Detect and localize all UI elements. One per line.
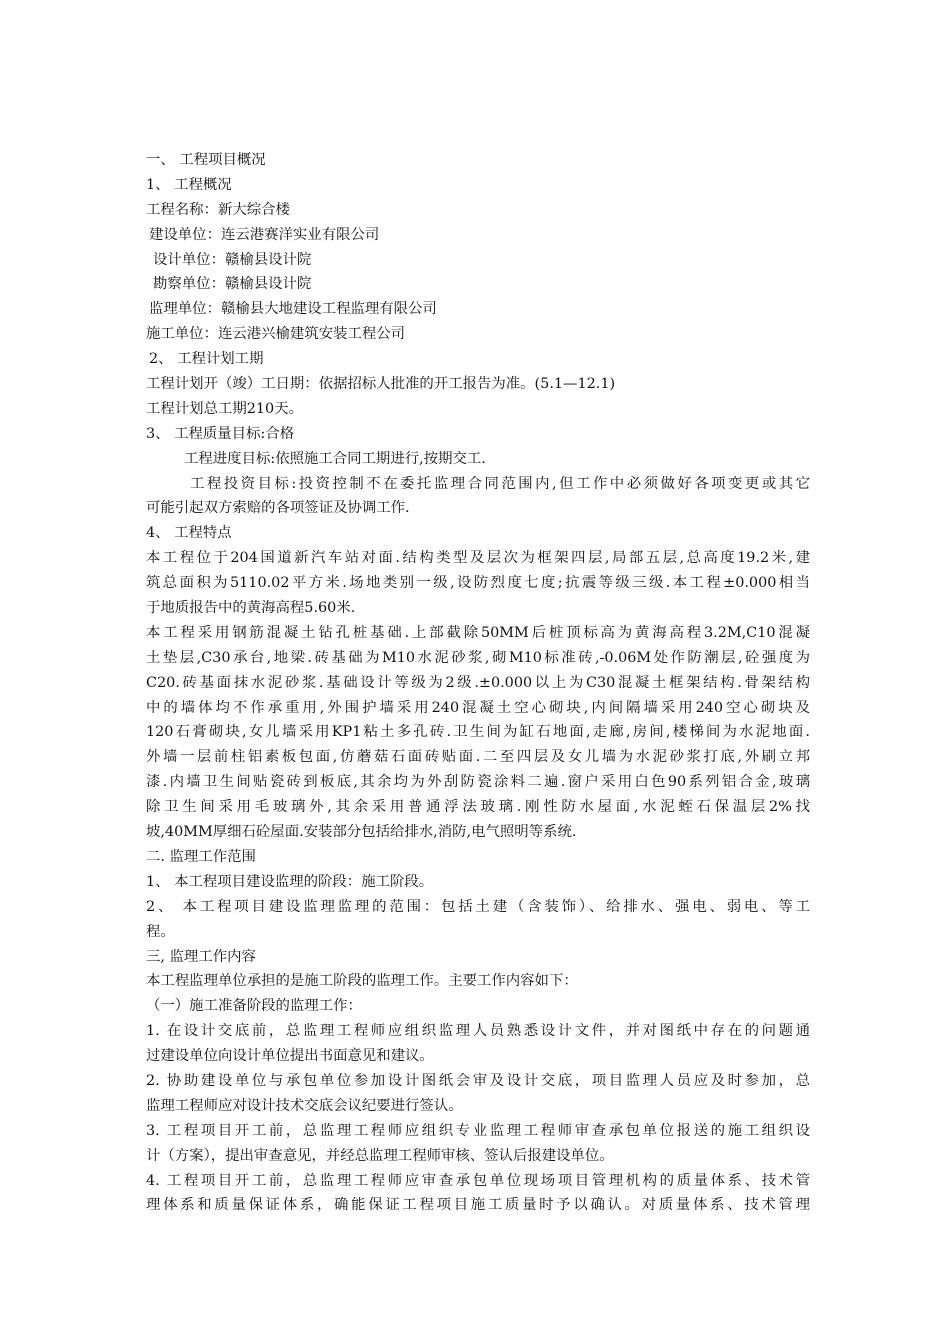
features-paragraph-2-line-2: 土垫层,C30承台,地梁.砖基础为M10水泥砂浆,砌M10标准砖,-0.06M处作防潮层,砼强度为 — [146, 649, 810, 666]
features-paragraph-2-line-3: C20.砖基面抹水泥砂浆.基础设计等级为2级.±0.000以上为C30混凝土框架结构.骨架结构 — [146, 674, 810, 691]
owner-unit-line: 建设单位：连云港赛洋实业有限公司 — [149, 226, 380, 243]
features-paragraph-2-line-9: 坡,40MM厚细石砼屋面.安装部分包括给排水,消防,电气照明等系统. — [146, 824, 577, 841]
design-unit-line: 设计单位：赣榆县设计院 — [153, 251, 312, 268]
prep-item-4-line-2: 理体系和质量保证体系，确能保证工程项目施工质量时予以确认。对质量体系、技术管理 — [146, 1197, 810, 1214]
heading-section-1: 一、 工程项目概况 — [146, 152, 266, 168]
prep-item-1-line-1: 1. 在设计交底前，总监理工程师应组织监理人员熟悉设计文件，并对图纸中存在的问题通 — [146, 1023, 810, 1040]
schedule-dates-line: 工程计划开（竣）工日期：依据招标人批准的开工报告为准。(5.1—12.1) — [146, 376, 616, 393]
features-paragraph-1-line-1: 本工程位于204国道新汽车站对面.结构类型及层次为框架四层,局部五层,总高度19.2米,建 — [146, 550, 810, 567]
subheading-project-overview: 1、 工程概况 — [146, 176, 232, 193]
features-paragraph-2-line-7: 漆.内墙卫生间贴瓷砖到板底,其余均为外刮防瓷涂料二遍.窗户采用白色90系列铝合金,玻璃 — [146, 774, 810, 791]
features-paragraph-1-line-2: 筑总面积为5110.02平方米.场地类别一级,设防烈度七度;抗震等级三级.本工程±0.000相当 — [146, 575, 810, 592]
features-paragraph-2-line-8: 除卫生间采用毛玻璃外,其余采用普通浮法玻璃.刚性防水屋面,水泥蛭石保温层2%找 — [146, 799, 810, 816]
prep-item-3-line-2: 计（方案），提出审查意见，并经总监理工程师审核、签认后报建设单位。 — [146, 1147, 614, 1164]
subheading-preparation-stage: （一）施工准备阶段的监理工作： — [146, 998, 362, 1015]
work-content-intro: 本工程监理单位承担的是施工阶段的监理工作。主要工作内容如下： — [146, 973, 578, 990]
schedule-duration-line: 工程计划总工期210天。 — [146, 400, 303, 417]
subheading-quality-target: 3、 工程质量目标:合格 — [146, 425, 295, 442]
construction-unit-line: 施工单位：连云港兴榆建筑安装工程公司 — [146, 326, 406, 343]
heading-section-2: 二. 监理工作范围 — [146, 848, 256, 865]
heading-section-3: 三, 监理工作内容 — [146, 948, 256, 965]
subheading-schedule: 2、 工程计划工期 — [149, 351, 264, 368]
features-paragraph-2-line-6: 外墙一层前柱铝素板包面,仿蘑菇石面砖贴面.二至四层及女儿墙为水泥砂浆打底,外刷立邦 — [146, 749, 810, 766]
progress-target-line: 工程进度目标:依照施工合同工期进行,按期交工. — [184, 450, 486, 467]
investment-target-line-2: 可能引起双方索赔的各项签证及协调工作. — [146, 500, 410, 517]
prep-item-3-line-1: 3. 工程项目开工前，总监理工程师应组织专业监理工程师审查承包单位报送的施工组织设 — [146, 1122, 810, 1139]
features-paragraph-2-line-1: 本工程采用钢筋混凝土钻孔桩基础.上部截除50MM后桩顶标高为黄海高程3.2M,C10混凝 — [146, 624, 810, 641]
prep-item-4-line-1: 4. 工程项目开工前，总监理工程师应审查承包单位现场项目管理机构的质量体系、技术管 — [146, 1172, 810, 1189]
investment-target-line: 工程投资目标:投资控制不在委托监理合同范围内,但工作中必须做好各项变更或其它 — [190, 475, 810, 492]
scope-item-1: 1、 本工程项目建设监理的阶段：施工阶段。 — [146, 873, 434, 890]
features-paragraph-2-line-5: 120石膏砌块,女儿墙采用KP1粘土多孔砖.卫生间为缸石地面,走廊,房间,楼梯间为水泥地面. — [146, 724, 810, 741]
subheading-features: 4、 工程特点 — [146, 525, 232, 542]
features-paragraph-1-line-3: 于地质报告中的黄海高程5.60米. — [146, 600, 356, 617]
prep-item-2-line-1: 2. 协助建设单位与承包单位参加设计图纸会审及设计交底，项目监理人员应及时参加，总 — [146, 1072, 810, 1089]
features-paragraph-2-line-4: 中的墙体均不作承重用,外围护墙采用240混凝土空心砌块,内间隔墙采用240空心砌块及 — [146, 699, 810, 716]
prep-item-2-line-2: 监理工程师应对设计技术交底会议纪要进行签认。 — [146, 1097, 463, 1114]
document-page — [146, 148, 810, 1218]
project-name-line: 工程名称：新大综合楼 — [146, 201, 290, 218]
scope-item-2-line-2: 程。 — [146, 923, 175, 940]
prep-item-1-line-2: 过建设单位向设计单位提出书面意见和建议。 — [146, 1048, 434, 1065]
survey-unit-line: 勘察单位：赣榆县设计院 — [153, 276, 312, 293]
scope-item-2-line-1: 2、 本工程项目建设监理监理的范围：包括土建（含装饰）、给排水、强电、弱电、等工 — [146, 898, 810, 915]
supervision-unit-line: 监理单位：赣榆县大地建设工程监理有限公司 — [149, 301, 437, 318]
